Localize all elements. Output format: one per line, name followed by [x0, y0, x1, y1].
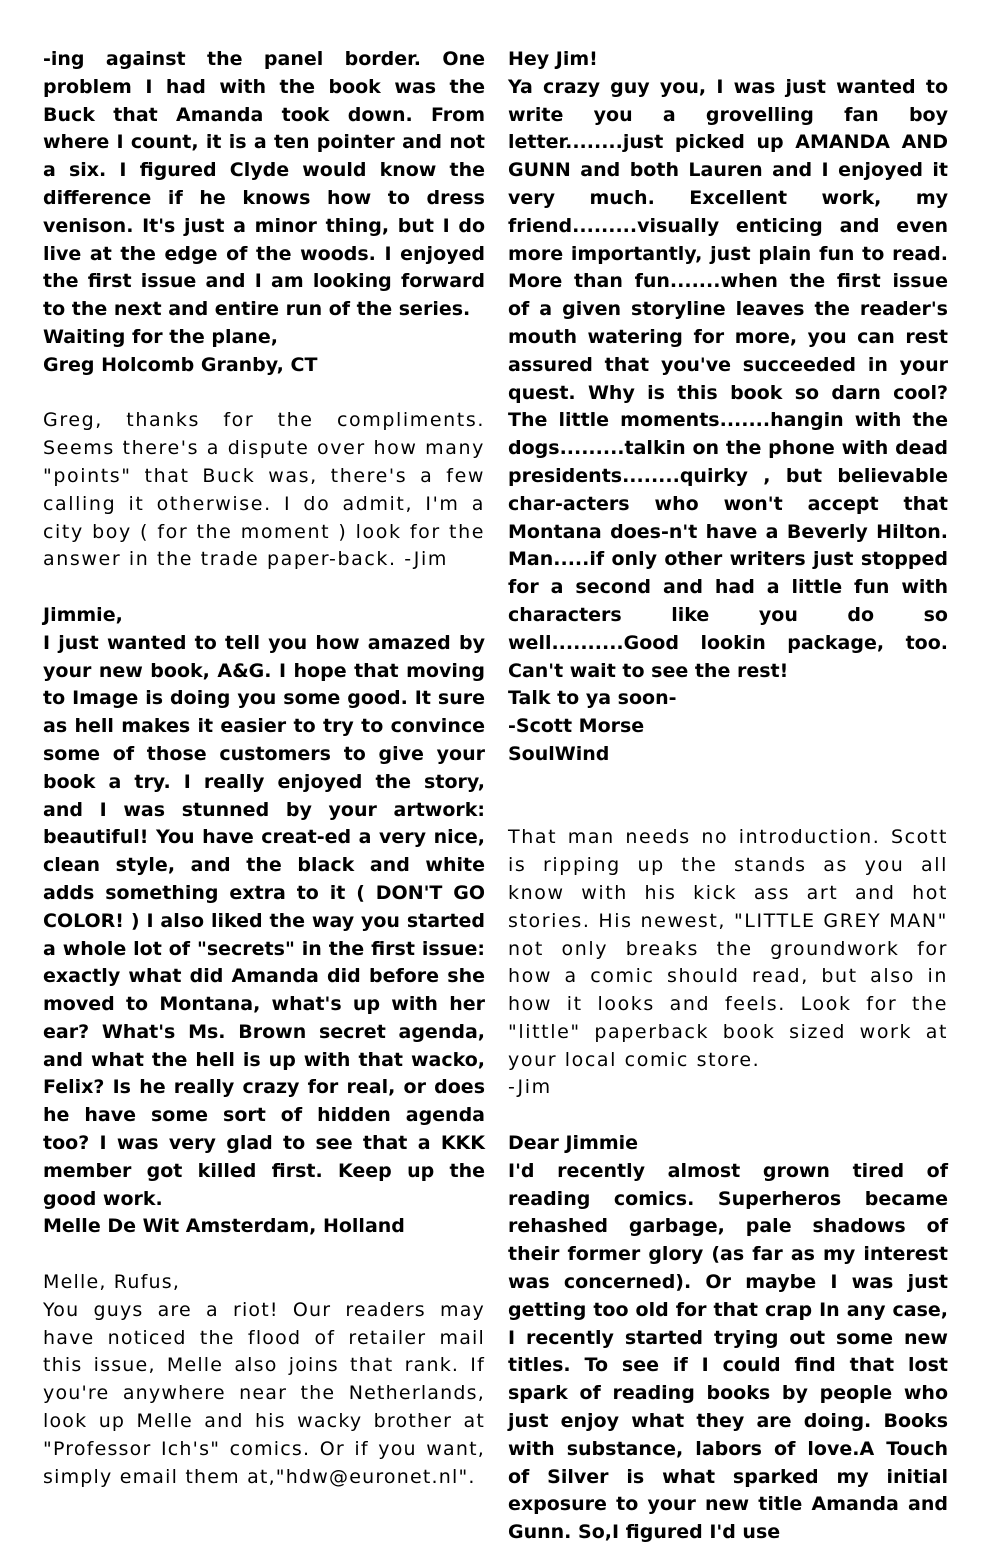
letter-greeting: Hey Jim!	[508, 48, 598, 70]
letter-body: I just wanted to tell you how amazed by your new book, A&G. I hope that moving to Image is doing you some good. It sure as hell makes it easier to try to convince some of those customers to give your book a try. I really enjoyed the story, and I was stunned by your artwork: beautiful! You have creat-ed a very nice, clean style, and the black and white adds something extra to it ( DON'T GO COLOR! ) I also liked the way you started a whole lot of "secrets" in the first issue: exactly what did Amanda did before she moved to Montana, what's up with her ear? What's Ms. Brown secret agenda, and what the hell is up with that wacko, Felix? Is he really crazy for real, or does he have some sort of hidden agenda too? I was very glad to see that a KKK member got killed first. Keep up the good work.	[43, 631, 485, 1210]
reply-greeting: Melle, Rufus,	[43, 1271, 181, 1294]
letter-body: Ya crazy guy you, I was just wanted to write you a grovelling fan boy letter........just picked up AMANDA AND GUNN and both Lauren and I enjoyed it very much. Excellent work, my friend.........visually enticing and even more importantly, just plain fun to read. More than fun.......when the first issue of a given storyline leaves the reader's mouth watering for more, you can rest assured that you've succeeded in your quest. Why is this book so darn cool? The little moments.......hangin with the dogs.........talkin on the phone with dead presidents........quirky , but believable char-acters who won't accept that Montana does-n't have a Beverly Hilton. Man.....if only other writers just stopped for a second and had a little fun with characters like you do so well..........Good lookin package, too. Can't wait to see the rest!	[508, 75, 948, 682]
editor-reply: That man needs no introduction. Scott is ripping up the stands as you all know with his kick ass art and hot stories. His newest, "LITTLE GREY MAN" not only breaks the groundwork for how a comic should read, but also in how it looks and feels. Look for the "little" paperback book sized work at your local comic store.	[508, 826, 948, 1071]
spacer	[508, 1102, 948, 1130]
left-column	[43, 46, 485, 1491]
editor-reply: Greg, thanks for the compliments. Seems there's a dispute over how many "points" that Buck was, there's a few calling it otherwise. I do admit, I'm a city boy ( for the moment ) look for the answer in the trade paper-back. -Jim	[43, 409, 485, 571]
reply-signature: -Jim	[508, 1076, 552, 1099]
letter-greeting: Jimmie,	[43, 603, 123, 626]
right-column	[508, 46, 948, 1547]
spacer	[508, 769, 948, 797]
letter-body: I'd recently almost grown tired of reading comics. Superheros became rehashed garbage, pale shadows of their former glory (as far as my interest was concerned). Or maybe I was just getting too old for that crap In any case, I recently started trying out some new titles. To see if I could find that lost spark of reading books by people who just enjoy what they are doing. Books with substance, labors of love.A Touch of Silver is what sparked my initial exposure to your new title Amanda and Gunn. So,I figured I'd use	[508, 1159, 948, 1544]
letter-signature-title: SoulWind	[508, 742, 610, 765]
letter-body: -ing against the panel border. One problem I had with the book was the Buck that Amanda took down. From where I count, it is a ten pointer and not a six. I figured Clyde would know the difference if he knows how to dress venison. It's just a minor thing, but I do live at the edge of the woods. I enjoyed the first issue and I am looking forward to the next and entire run of the series.	[43, 48, 485, 321]
letter-signature: Greg Holcomb Granby, CT	[43, 353, 318, 376]
spacer	[43, 380, 485, 408]
spacer	[508, 797, 948, 825]
spacer	[43, 1241, 485, 1269]
letter-greeting: Dear Jimmie	[508, 1132, 639, 1155]
letter-signature: Melle De Wit Amsterdam, Holland	[43, 1215, 405, 1238]
letter-closing: Waiting for the plane,	[43, 325, 278, 348]
spacer	[43, 574, 485, 602]
letter-closing: Talk to ya soon-	[508, 687, 677, 710]
editor-reply: You guys are a riot! Our readers may have noticed the flood of retailer mail this issue, Melle also joins that rank. If you're anywhere near the Netherlands, look up Melle and his wacky brother at "Professor Ich's" comics. Or if you want, simply email them at,"hdw@euronet.nl".	[43, 1298, 485, 1488]
letter-signature: -Scott Morse	[508, 715, 645, 738]
